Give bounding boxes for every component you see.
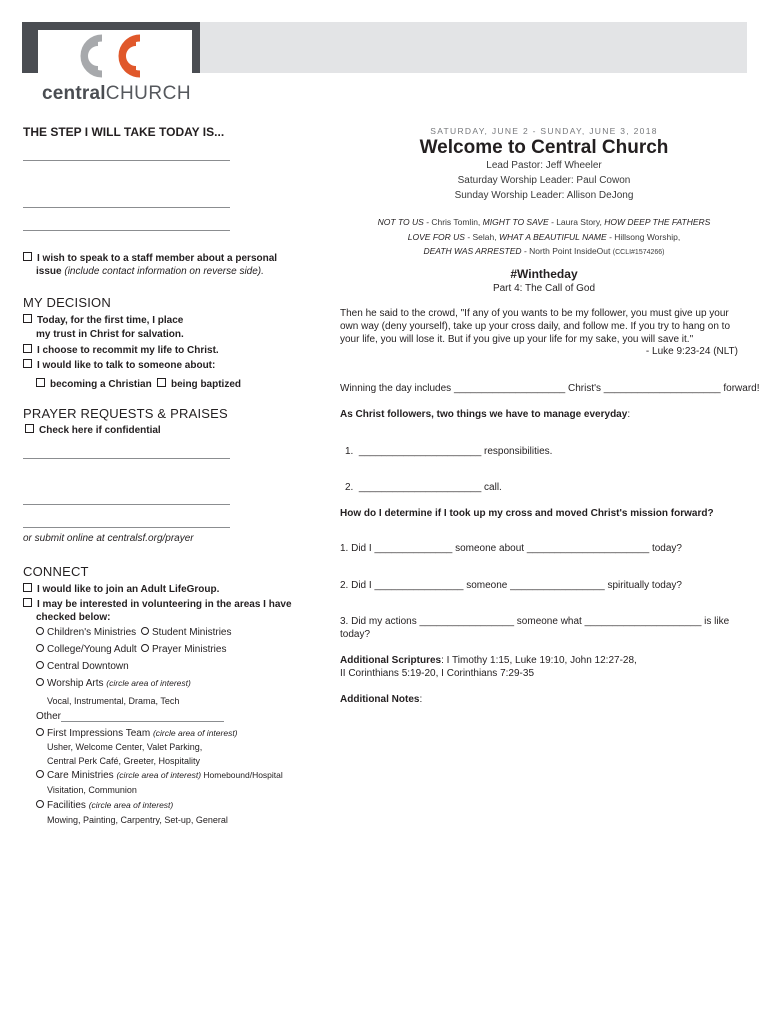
confidential-checkbox[interactable] <box>25 424 34 433</box>
option-student[interactable]: Student Ministries <box>141 627 231 638</box>
prayer-line-3[interactable] <box>23 527 230 528</box>
winning-line[interactable]: Winning the day includes ____________________ Christ's _____________________ forward! <box>340 383 760 394</box>
option-being-baptized[interactable]: being baptized <box>157 378 241 390</box>
children-radio-icon[interactable] <box>36 627 44 635</box>
decision-talk[interactable]: I would like to talk to someone about: <box>23 359 215 371</box>
confidential-option[interactable]: Check here if confidential <box>25 424 161 436</box>
connect-heading: CONNECT <box>23 564 89 579</box>
option-downtown[interactable]: Central Downtown <box>36 661 129 672</box>
decision-talk-checkbox[interactable] <box>23 359 32 368</box>
facilities-radio-icon[interactable] <box>36 800 44 808</box>
worship-radio-icon[interactable] <box>36 678 44 686</box>
prayer-ministries-radio-icon[interactable] <box>141 644 149 652</box>
logo-wordmark: centralCHURCH <box>42 83 192 104</box>
option-becoming-christian[interactable]: becoming a Christian <box>36 378 152 390</box>
prayer-line-1[interactable] <box>23 458 230 459</box>
question-3[interactable]: 3. Did my actions _________________ someone what _____________________ is like <box>340 616 730 627</box>
care-radio-icon[interactable] <box>36 770 44 778</box>
question-2[interactable]: 2. Did I ________________ someone _________________ spiritually today? <box>340 580 682 591</box>
decision-first-time[interactable]: Today, for the first time, I place <box>23 314 183 326</box>
facilities-sub: Mowing, Painting, Carpentry, Set-up, General <box>47 815 228 825</box>
college-radio-icon[interactable] <box>36 644 44 652</box>
student-radio-icon[interactable] <box>141 627 149 635</box>
prayer-line-2[interactable] <box>23 504 230 505</box>
prayer-heading: PRAYER REQUESTS & PRAISES <box>23 406 228 421</box>
manage-heading: As Christ followers, two things we have to manage everyday: <box>340 409 631 420</box>
additional-notes[interactable]: Additional Notes: <box>340 694 423 705</box>
leaders-block <box>340 158 748 203</box>
saturday-leader: Saturday Worship Leader: Paul Cowon <box>457 175 631 186</box>
fi-sub-1: Usher, Welcome Center, Valet Parking, <box>47 742 203 752</box>
speak-checkbox[interactable] <box>23 252 32 261</box>
decision-recommit[interactable]: I choose to recommit my life to Christ. <box>23 344 219 356</box>
question-3-line2: today? <box>340 629 371 640</box>
option-prayer-ministries[interactable]: Prayer Ministries <box>141 644 226 655</box>
lead-pastor: Lead Pastor: Jeff Wheeler <box>486 160 602 171</box>
lifegroup-checkbox[interactable] <box>23 583 32 592</box>
first-impressions-radio-icon[interactable] <box>36 728 44 736</box>
option-care[interactable]: Care Ministries (circle area of interest) Homebound/Hospital <box>36 770 283 781</box>
step-heading: THE STEP I WILL TAKE TODAY IS... <box>23 125 225 139</box>
other-label: Other <box>36 711 62 722</box>
speak-option-line2: issue (include contact information on reverse side). <box>36 266 264 277</box>
manage-item-2[interactable]: 2. ______________________ call. <box>345 482 502 493</box>
becoming-christian-checkbox[interactable] <box>36 378 45 387</box>
volunteer-option[interactable]: I may be interested in volunteering in the areas I have <box>23 598 292 610</box>
volunteer-checkbox[interactable] <box>23 598 32 607</box>
page-title: Welcome to Central Church <box>419 137 669 158</box>
sunday-leader: Sunday Worship Leader: Allison DeJong <box>454 190 634 201</box>
service-date: SATURDAY, JUNE 2 - SUNDAY, JUNE 3, 2018 <box>430 126 658 136</box>
decision-first-time-checkbox[interactable] <box>23 314 32 323</box>
verse-reference: - Luke 9:23-24 (NLT) <box>645 346 738 357</box>
option-facilities[interactable]: Facilities (circle area of interest) <box>36 800 173 811</box>
additional-scriptures-line2: II Corinthians 5:19-20, I Corinthians 7:29-35 <box>340 668 534 679</box>
sermon-part: Part 4: The Call of God <box>492 283 596 294</box>
volunteer-option-line2: checked below: <box>36 612 111 623</box>
how-question: How do I determine if I took up my cross and moved Christ's mission forward? <box>340 508 714 519</box>
option-first-impressions[interactable]: First Impressions Team (circle area of interest) <box>36 728 238 739</box>
step-line-1[interactable] <box>23 160 230 161</box>
care-sub: Visitation, Communion <box>47 785 137 795</box>
song-list: NOT TO US - Chris Tomlin, MIGHT TO SAVE - Laura Story, HOW DEEP THE FATHERS LOVE FOR US - Selah, WHAT A BEAUTIFUL NAME - Hillsong Worship, DEATH WAS ARRESTED - North Point InsideOut (CCLI#1574266) <box>377 217 711 256</box>
option-worship-arts[interactable]: Worship Arts (circle area of interest) <box>36 678 191 689</box>
lifegroup-option[interactable]: I would like to join an Adult LifeGroup. <box>23 583 219 595</box>
option-college[interactable]: College/Young Adult <box>36 644 137 655</box>
additional-scriptures: Additional Scriptures: I Timothy 1:15, Luke 19:10, John 12:27-28, <box>340 655 637 666</box>
decision-heading: MY DECISION <box>23 295 111 310</box>
header-band <box>200 22 747 73</box>
decision-first-time-line2: my trust in Christ for salvation. <box>36 329 184 340</box>
worship-sub: Vocal, Instrumental, Drama, Tech <box>47 696 180 706</box>
question-1[interactable]: 1. Did I ______________ someone about ______________________ today? <box>340 543 682 554</box>
submit-online-text: or submit online at centralsf.org/prayer <box>23 533 194 544</box>
series-hashtag: #Wintheday <box>510 267 578 281</box>
decision-recommit-checkbox[interactable] <box>23 344 32 353</box>
being-baptized-checkbox[interactable] <box>157 378 166 387</box>
fi-sub-2: Central Perk Café, Greeter, Hospitality <box>47 756 201 766</box>
option-children[interactable]: Children's Ministries <box>36 627 136 638</box>
other-line[interactable] <box>61 721 224 722</box>
verse-text: Then he said to the crowd, "If any of you wants to be my follower, you must give up your own way (deny yourself), take up your cross daily, and follow me. If you try to hang on to your life, you will lose it. But if you give up your life for my sake, you will save it." <box>340 308 731 345</box>
step-line-3[interactable] <box>23 230 230 231</box>
downtown-radio-icon[interactable] <box>36 661 44 669</box>
manage-item-1[interactable]: 1. ______________________ responsibilities. <box>345 446 553 457</box>
speak-option[interactable]: I wish to speak to a staff member about a personal <box>23 252 277 264</box>
central-church-logo-icon <box>68 30 150 82</box>
step-line-2[interactable] <box>23 207 230 208</box>
